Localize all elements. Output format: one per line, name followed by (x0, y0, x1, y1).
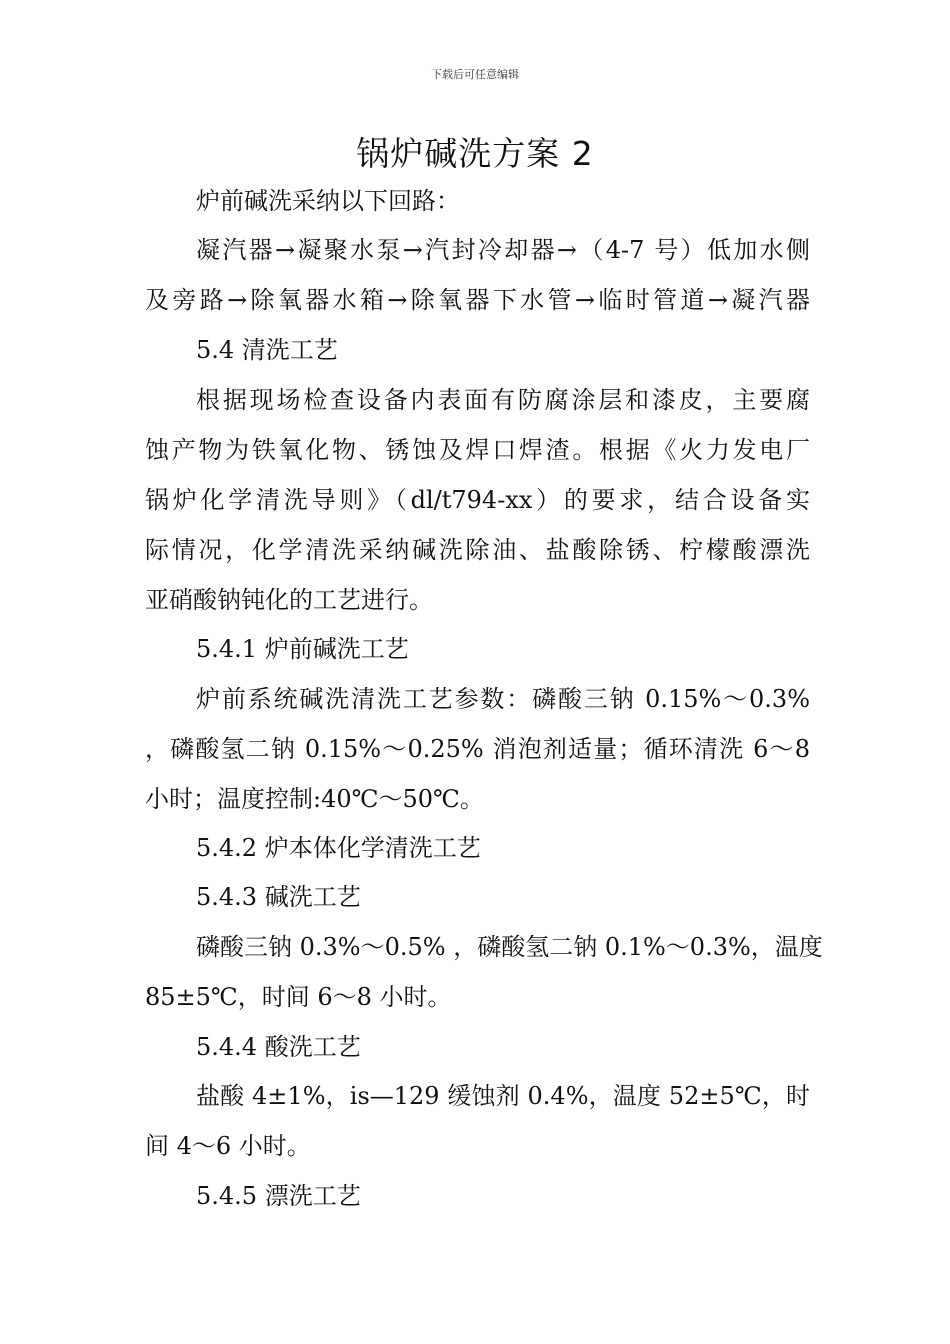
paragraph-line: 炉前系统碱洗清洗工艺参数：磷酸三钠 0.15%～0.3% (196, 685, 810, 713)
paragraph-line: 间 4～6 小时。 (145, 1132, 311, 1160)
circuit-line-2: 及旁路→除氧器水箱→除氧器下水管→临时管道→凝汽器 (145, 286, 810, 314)
page-header-note: 下载后可任意编辑 (431, 68, 519, 81)
paragraph-line: 际情况，化学清洗采纳碱洗除油、盐酸除锈、柠檬酸漂洗 (145, 536, 810, 564)
circuit-line-1: 凝汽器→凝聚水泵→汽封冷却器→（4-7 号）低加水侧 (196, 236, 810, 264)
section-heading-5-4-1: 5.4.1 炉前碱洗工艺 (196, 635, 409, 663)
paragraph-line: 锅炉化学清洗导则》（dl/t794-xx）的要求，结合设备实 (145, 486, 810, 514)
paragraph-line: 85±5℃，时间 6～8 小时。 (145, 983, 452, 1011)
section-heading-5-4: 5.4 清洗工艺 (196, 336, 338, 364)
section-heading-5-4-2: 5.4.2 炉本体化学清洗工艺 (196, 834, 481, 862)
paragraph-line: 盐酸 4±1%，is—129 缓蚀剂 0.4%，温度 52±5℃，时 (196, 1082, 810, 1110)
section-heading-5-4-3: 5.4.3 碱洗工艺 (196, 883, 361, 911)
section-heading-5-4-4: 5.4.4 酸洗工艺 (196, 1033, 361, 1061)
intro-line: 炉前碱洗采纳以下回路： (196, 187, 460, 215)
paragraph-line: 亚硝酸钠钝化的工艺进行。 (145, 586, 433, 614)
paragraph-line: 蚀产物为铁氧化物、锈蚀及焊口焊渣。根据《火力发电厂 (145, 436, 810, 464)
document-title: 锅炉碱洗方案 2 (356, 134, 594, 173)
section-heading-5-4-5: 5.4.5 漂洗工艺 (196, 1182, 361, 1210)
paragraph-line: 磷酸三钠 0.3%～0.5% ，磷酸氢二钠 0.1%～0.3%，温度 (196, 933, 823, 961)
paragraph-line: ，磷酸氢二钠 0.15%～0.25% 消泡剂适量；循环清洗 6～8 (145, 735, 810, 763)
paragraph-line: 根据现场检查设备内表面有防腐涂层和漆皮，主要腐 (196, 386, 810, 414)
paragraph-line: 小时；温度控制:40℃～50℃。 (145, 785, 484, 813)
